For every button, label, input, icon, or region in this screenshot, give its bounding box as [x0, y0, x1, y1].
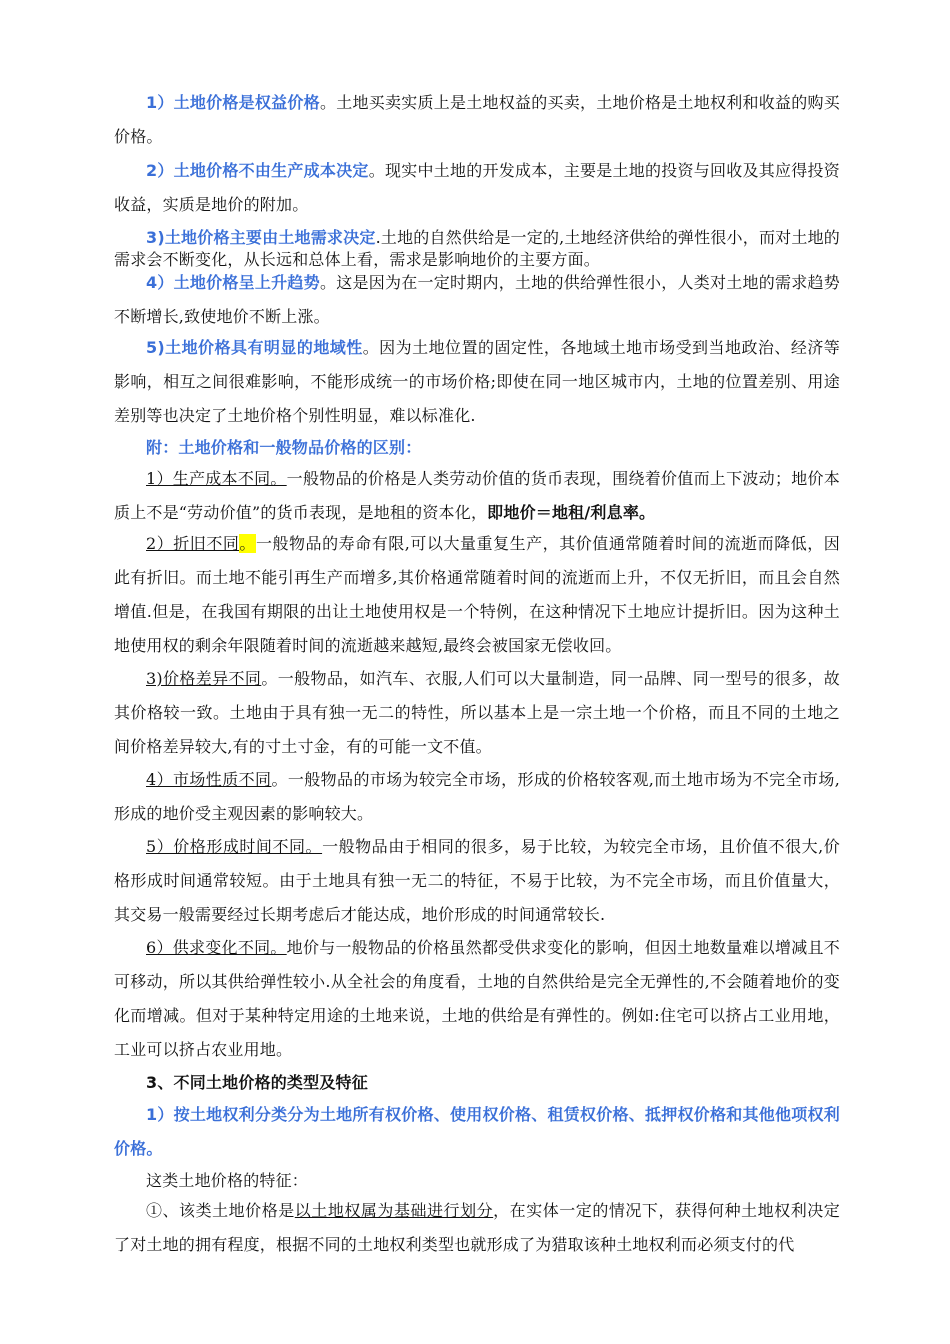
paragraph-12-heading: 6）供求变化不同。 — [146, 938, 287, 957]
paragraph-15-text: 这类土地价格的特征： — [146, 1171, 309, 1190]
paragraph-14-heading: 1）按土地权利分类分为土地所有权价格、使用权价格、租赁权价格、抵押权价格和其他他项权利价格。 — [114, 1105, 840, 1158]
paragraph-16-prefix: ①、该类土地价格是 — [146, 1201, 295, 1220]
paragraph-3 — [114, 227, 840, 271]
paragraph-16 — [114, 1194, 840, 1262]
paragraph-9 — [114, 662, 840, 764]
paragraph-9-text: 。一般物品，如汽车、衣服,人们可以大量制造，同一品牌、同一型号的很多，故其价格较一致。土地由于具有独一无二的特性，所以基本上是一宗土地一个价格，而且不同的土地之间价格差异较大,有的寸土寸金，有的可能一文不值。 — [114, 669, 840, 756]
paragraph-2 — [114, 154, 840, 222]
paragraph-8-text: 一般物品的寿命有限,可以大量重复生产，其价值通常随着时间的流逝而降低，因此有折旧。而土地不能引再生产而增多,其价格通常随着时间的流逝而上升，不仅无折旧，而且会自然增值.但是，在我国有期限的出让土地使用权是一个特例，在这种情况下土地应计提折旧。因为这种土地使用权的剩余年限随着时间的流逝越来越短,最终会被国家无偿收回。 — [114, 534, 840, 655]
paragraph-14 — [114, 1098, 840, 1166]
paragraph-10 — [114, 763, 840, 831]
paragraph-5 — [114, 331, 840, 433]
paragraph-8-highlight: 。 — [239, 534, 256, 553]
paragraph-16-underlined: 以土地权属为基础进行划分 — [294, 1201, 494, 1220]
paragraph-10-text: 。一般物品的市场为较完全市场，形成的价格较客观,而土地市场为不完全市场,形成的地价受主观因素的影响较大。 — [114, 770, 841, 823]
paragraph-1-text: 。土地买卖实质上是土地权益的买卖，土地价格是土地权利和收益的购买价格。 — [114, 93, 840, 146]
paragraph-12-text: 地价与一般物品的价格虽然都受供求变化的影响，但因土地数量难以增减且不可移动，所以其供给弹性较小.从全社会的角度看，土地的自然供给是完全无弹性的,不会随着地价的变化而增减。但对于某种特定用途的土地来说，土地的供给是有弹性的。例如:住宅可以挤占工业用地，工业可以挤占农业用地。 — [114, 938, 840, 1059]
paragraph-10-heading: 4）市场性质不同 — [146, 770, 272, 789]
paragraph-15 — [114, 1164, 840, 1198]
paragraph-2-heading: 2）土地价格不由生产成本决定 — [146, 161, 369, 180]
section-heading — [114, 1066, 840, 1100]
paragraph-11 — [114, 830, 840, 932]
paragraph-7-text: 一般物品的价格是人类劳动价值的货币表现，围绕着价值而上下波动；地价本质上不是“劳动价值”的货币表现，是地租的资本化， — [114, 469, 840, 522]
paragraph-3-text: .土地的自然供给是一定的,土地经济供给的弹性很小，而对土地的需求会不断变化，从长远和总体上看，需求是影响地价的主要方面。 — [114, 228, 840, 269]
paragraph-8 — [114, 527, 840, 663]
appendix-heading — [114, 431, 840, 465]
paragraph-7 — [114, 462, 840, 530]
paragraph-4-heading: 4）土地价格呈上升趋势 — [146, 273, 320, 292]
paragraph-9-heading: 3)价格差异不同 — [146, 669, 262, 688]
paragraph-5-text: 。因为土地位置的固定性，各地域土地市场受到当地政治、经济等影响，相互之间很难影响，不能形成统一的市场价格;即使在同一地区城市内，土地的位置差别、用途差别等也决定了土地价格个别性明显，难以标准化. — [114, 338, 840, 425]
paragraph-12 — [114, 931, 840, 1067]
paragraph-7-heading: 1）生产成本不同。 — [146, 469, 287, 488]
paragraph-4-text: 。这是因为在一定时期内，土地的供给弹性很小，人类对土地的需求趋势不断增长,致使地价不断上涨。 — [114, 273, 840, 326]
paragraph-1 — [114, 86, 840, 154]
paragraph-11-text: 一般物品由于相同的很多，易于比较，为较完全市场，且价值不很大,价格形成时间通常较短。由于土地具有独一无二的特征，不易于比较，为不完全市场，而且价值量大，其交易一般需要经过长期考虑后才能达成，地价形成的时间通常较长. — [114, 837, 840, 924]
paragraph-3-heading: 3)土地价格主要由土地需求决定 — [146, 228, 376, 247]
paragraph-7-formula: 即地价＝地租/利息率。 — [487, 503, 656, 522]
paragraph-16-text: ，在实体一定的情况下，获得何种土地权利决定了对土地的拥有程度，根据不同的土地权利类型也就形成了为猎取该种土地权利而必须支付的代 — [114, 1201, 840, 1254]
section-heading-text: 3、不同土地价格的类型及特征 — [146, 1073, 368, 1092]
paragraph-8-heading: 2）折旧不同 — [146, 534, 240, 553]
paragraph-4 — [114, 266, 840, 334]
paragraph-11-heading: 5）价格形成时间不同。 — [146, 837, 323, 856]
paragraph-5-heading: 5)土地价格具有明显的地域性 — [146, 338, 363, 357]
appendix-heading-text: 附：土地价格和一般物品价格的区别： — [146, 438, 422, 457]
paragraph-1-heading: 1）土地价格是权益价格 — [146, 93, 320, 112]
paragraph-2-text: 。现实中土地的开发成本，主要是土地的投资与回收及其应得投资收益，实质是地价的附加。 — [114, 161, 840, 214]
